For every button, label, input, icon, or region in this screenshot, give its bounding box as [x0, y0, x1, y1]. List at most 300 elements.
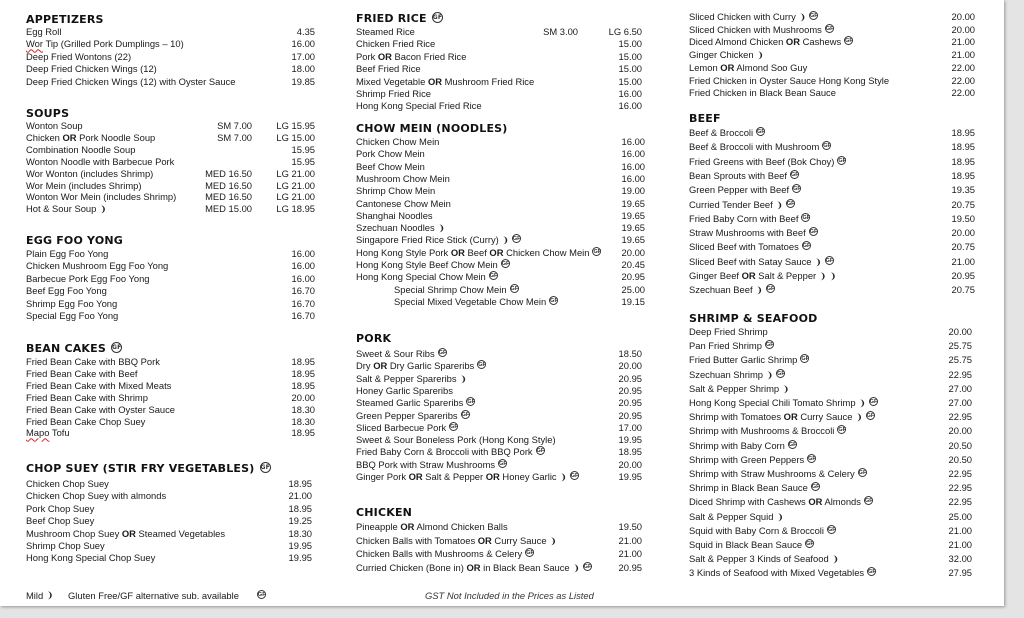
item-name: Pan Fried Shrimp GF	[689, 340, 774, 352]
item-name: 3 Kinds of Seafood with Mixed Vegetables GF	[689, 567, 876, 579]
item-price-large: 15.95	[291, 143, 315, 155]
menu-item	[26, 203, 356, 215]
item-price: 18.95	[288, 478, 312, 489]
item-name: Shrimp Chow Mein	[356, 185, 436, 197]
item-price: 19.95	[618, 471, 642, 482]
item-name: Shrimp with Tomatoes OR Curry Sauce ❩ GF	[689, 411, 875, 423]
item-name: Squid in Black Bean Sauce GF	[689, 539, 814, 550]
menu-item	[356, 284, 686, 296]
gluten-free-icon: GF	[788, 441, 797, 448]
item-price: 21.00	[288, 490, 312, 502]
item-price: 20.95	[951, 270, 975, 281]
gluten-free-icon: GF	[467, 399, 475, 406]
item-name: Barbecue Pork Egg Foo Yong	[26, 272, 150, 284]
gluten-free-icon: GF	[260, 464, 270, 471]
item-price: 20.00	[621, 246, 645, 258]
menu-item	[356, 51, 686, 63]
item-price: 18.95	[288, 502, 312, 514]
menu-item	[689, 383, 1019, 395]
item-price: 18.95	[951, 127, 975, 138]
item-name: Wonton Noodle with Barbecue Pork	[26, 155, 175, 167]
menu-item	[26, 132, 356, 144]
item-price: 19.95	[618, 434, 642, 446]
item-name: Chicken OR Pork Noodle Soup	[26, 131, 156, 143]
item-name: Pineapple OR Almond Chicken Balls	[356, 521, 508, 532]
item-price: 22.95	[948, 468, 972, 479]
menu-item	[356, 26, 686, 38]
item-price: 20.00	[951, 11, 975, 22]
item-name: Green Pepper with Beef GF	[689, 184, 801, 196]
item-price: 19.65	[621, 209, 645, 221]
item-price: 20.00	[948, 425, 972, 437]
menu-item	[356, 222, 686, 234]
item-price: 19.85	[291, 75, 315, 87]
item-name: Beef Chow Mein	[356, 160, 425, 172]
chili-icon: ❩	[755, 285, 763, 296]
item-name: Shrimp with Mushrooms & Broccoli GF	[689, 425, 846, 437]
item-name: Ginger Beef OR Salt & Pepper ❩ ❩	[689, 270, 837, 281]
gluten-free-icon: GF	[757, 129, 765, 135]
menu-item	[26, 248, 356, 260]
section-title	[356, 332, 391, 345]
item-price: 20.00	[291, 391, 315, 403]
item-price: 19.65	[621, 222, 645, 234]
item-price: 19.25	[288, 515, 312, 527]
item-name: Egg Roll	[26, 26, 62, 37]
menu-item	[26, 168, 356, 180]
item-name: Deep Fried Shrimp	[689, 326, 768, 337]
item-price: 18.30	[291, 415, 315, 427]
item-name: Hong Kong Special Chop Suey	[26, 552, 156, 564]
item-name: Shrimp with Green Peppers GF	[689, 453, 816, 465]
item-price: 20.00	[618, 458, 642, 470]
menu-item	[26, 427, 356, 439]
menu-item	[689, 482, 1019, 494]
section-title	[689, 112, 721, 125]
item-price: 18.95	[291, 356, 315, 367]
menu-item	[689, 567, 1019, 579]
gluten-free-icon: GF	[827, 526, 836, 533]
item-price: 20.95	[618, 561, 642, 573]
section-title	[26, 342, 122, 355]
legend-gf-label: Gluten Free/GF alternative sub. available	[68, 590, 239, 601]
item-name: Deep Fried Chicken Wings (12)	[26, 63, 157, 75]
gluten-free-icon: GF	[499, 460, 507, 467]
section-title	[26, 13, 104, 26]
item-price: 19.00	[621, 185, 645, 197]
item-name: Szechuan Noodles ❩	[356, 222, 445, 234]
menu-item	[356, 210, 686, 222]
item-name: Salt & Pepper Shrimp ❩	[689, 382, 790, 394]
item-price: 21.00	[618, 534, 642, 546]
chili-icon: ❩	[831, 554, 839, 565]
item-price-large: LG 21.00	[276, 167, 315, 179]
gluten-free-icon: GF	[450, 423, 458, 430]
menu-item	[689, 184, 1019, 196]
menu-item	[356, 271, 686, 283]
item-price: 20.45	[621, 259, 645, 270]
item-name: Sliced Barbecue Pork GF	[356, 421, 458, 433]
menu-item	[26, 528, 356, 540]
item-price-small: SM 7.00	[217, 120, 252, 131]
menu-item	[689, 397, 1019, 409]
menu-item	[689, 496, 1019, 508]
menu-item	[356, 161, 686, 173]
gluten-free-icon: GF	[583, 563, 592, 570]
item-price: 20.00	[951, 227, 975, 239]
item-name: Diced Almond Chicken OR Cashews GF	[689, 36, 853, 48]
menu-item	[689, 340, 1019, 352]
item-name: Beef & Broccoli with Mushroom GF	[689, 141, 831, 153]
item-price: 20.50	[948, 439, 972, 451]
item-name: Green Pepper Spareribs GF	[356, 409, 470, 421]
item-name: Sweet & Sour Ribs GF	[356, 348, 447, 359]
chili-icon: ❩	[437, 223, 445, 234]
item-price: 20.50	[948, 453, 972, 465]
gluten-free-icon: GF	[802, 214, 811, 221]
item-name: Beef & Broccoli GF	[689, 127, 765, 138]
menu-item	[26, 38, 356, 50]
item-name: Hong Kong Style Beef Chow Mein GF	[356, 259, 510, 270]
menu-item	[689, 170, 1019, 182]
item-name: Singapore Fried Rice Stick (Curry) ❩ GF	[356, 234, 521, 246]
gluten-free-icon: GF	[845, 38, 853, 45]
item-name: Wonton Soup	[26, 120, 83, 131]
menu-item	[26, 503, 356, 515]
menu-item	[689, 141, 1019, 153]
item-name: Cantonese Chow Mein	[356, 197, 451, 209]
item-name: Curried Tender Beef ❩ GF	[689, 198, 795, 210]
item-price: 16.00	[291, 38, 315, 50]
section-title-text: BEEF	[689, 112, 721, 125]
item-price-large: 15.00	[618, 38, 642, 50]
chili-icon: ❩	[501, 235, 509, 246]
chili-icon: ❩	[549, 535, 557, 546]
item-name: Ginger Chicken ❩	[689, 49, 764, 61]
item-name: Chicken Mushroom Egg Foo Yong	[26, 260, 169, 272]
gluten-free-icon: GF	[257, 592, 266, 598]
item-price-large: 16.00	[618, 100, 642, 112]
item-price-small: MED 16.50	[205, 167, 252, 179]
section-title-text: CHOP SUEY (STIR FRY VEGETABLES)	[26, 462, 255, 475]
item-name: Lemon OR Almond Soo Guy	[689, 61, 808, 73]
item-name: Salt & Pepper 3 Kinds of Seafood ❩	[689, 553, 839, 565]
menu-item	[356, 100, 686, 112]
item-price: 19.50	[618, 521, 642, 532]
menu-item	[356, 446, 686, 458]
item-price: 18.95	[291, 379, 315, 391]
gluten-free-icon: GF	[823, 143, 831, 150]
gluten-free-icon: GF	[801, 356, 810, 363]
item-price: 19.35	[951, 184, 975, 196]
gst-note: GST Not Included in the Prices as Listed	[425, 590, 594, 601]
menu-item	[26, 180, 356, 192]
menu-item	[26, 273, 356, 285]
menu-item	[26, 156, 356, 168]
item-name: Pork Chop Suey	[26, 502, 95, 514]
gluten-free-icon: GF	[489, 273, 498, 280]
item-price: 27.00	[948, 397, 972, 408]
item-price: 4.35	[296, 26, 315, 37]
item-price: 21.00	[951, 49, 975, 61]
item-price: 20.75	[951, 284, 975, 296]
item-name: Special Egg Foo Yong	[26, 310, 119, 321]
item-price: 20.95	[618, 372, 642, 384]
item-price: 20.00	[948, 326, 972, 337]
item-price-small: SM 3.00	[543, 26, 578, 37]
menu-item	[26, 416, 356, 428]
menu-item	[689, 213, 1019, 225]
item-name: Combination Noodle Soup	[26, 143, 136, 155]
menu-item	[689, 511, 1019, 523]
item-price-large: 15.95	[291, 155, 315, 167]
section-title	[356, 122, 508, 135]
item-price: 22.95	[948, 368, 972, 380]
menu-item	[26, 515, 356, 527]
menu-item	[26, 260, 356, 272]
item-price: 25.75	[948, 340, 972, 352]
item-name: Wor Mein (includes Shrimp)	[26, 179, 142, 191]
menu-item	[356, 459, 686, 471]
item-price-small: MED 16.50	[205, 191, 252, 203]
menu-item	[356, 397, 686, 409]
gluten-free-icon: GF	[438, 350, 447, 356]
item-name: Chicken Chop Suey with almonds	[26, 490, 167, 502]
item-name: Hong Kong Special Chow Mein GF	[356, 271, 498, 283]
item-name: Sliced Chicken with Curry ❩ GF	[689, 11, 818, 22]
chili-icon: ❩	[798, 12, 806, 22]
item-name: Beef Chop Suey	[26, 515, 95, 527]
item-price: 20.95	[621, 271, 645, 283]
chili-icon: ❩	[572, 562, 580, 573]
gluten-free-icon: GF	[811, 484, 820, 491]
item-price: 20.95	[618, 384, 642, 396]
menu-item	[356, 88, 686, 100]
gluten-free-icon: GF	[825, 25, 834, 32]
item-name: Salt & Pepper Spareribs ❩	[356, 372, 467, 384]
menu-item	[689, 36, 1019, 48]
section-title-text: SOUPS	[26, 107, 70, 120]
item-name: Sliced Beef with Tomatoes GF	[689, 241, 811, 253]
item-name: Squid with Baby Corn & Broccoli GF	[689, 524, 836, 536]
gluten-free-icon: GF	[777, 370, 785, 377]
gluten-free-icon: GF	[793, 186, 801, 193]
menu-item	[356, 360, 686, 372]
menu-item	[689, 468, 1019, 480]
menu-item	[689, 156, 1019, 168]
menu-item	[26, 552, 356, 564]
menu-item	[689, 49, 1019, 61]
menu-item	[26, 478, 356, 490]
item-price: 19.95	[288, 540, 312, 551]
item-name: Szechuan Shrimp ❩ GF	[689, 368, 785, 380]
gluten-free-icon: GF	[808, 455, 816, 462]
item-price: 21.00	[948, 524, 972, 536]
item-price: 16.00	[621, 136, 645, 147]
item-name: Hong Kong Special Fried Rice	[356, 100, 482, 112]
item-name: Ginger Pork OR Salt & Pepper OR Honey Garlic ❩ GF	[356, 471, 579, 482]
item-price: 18.30	[288, 527, 312, 539]
item-name: Plain Egg Foo Yong	[26, 248, 109, 259]
menu-item	[689, 553, 1019, 565]
item-name: Deep Fried Chicken Wings (12) with Oyster Sauce	[26, 75, 236, 87]
item-name: Chicken Balls with Tomatoes OR Curry Sauce ❩	[356, 534, 557, 546]
menu-item	[689, 425, 1019, 437]
item-price: 20.00	[951, 23, 975, 35]
item-price-large: LG 18.95	[276, 203, 315, 215]
gluten-free-icon: GF	[112, 344, 122, 351]
gluten-free-icon: GF	[838, 157, 847, 164]
item-price: 21.00	[951, 255, 975, 267]
item-name: Steamed Garlic Spareribs GF	[356, 397, 475, 409]
chili-icon: ❩	[819, 271, 827, 281]
gluten-free-icon: GF	[461, 411, 470, 418]
item-price: 22.00	[951, 87, 975, 99]
item-name: Hong Kong Special Chili Tomato Shrimp ❩ GF	[689, 397, 878, 408]
item-price: 32.00	[948, 553, 972, 565]
gluten-free-icon: GF	[510, 285, 519, 292]
section-title	[26, 462, 271, 475]
item-name: Szechuan Beef ❩ GF	[689, 284, 775, 296]
item-name: Fried Butter Garlic Shrimp GF	[689, 354, 810, 366]
item-price: 21.00	[618, 548, 642, 559]
chili-icon: ❩	[776, 511, 784, 522]
item-name: Beef Fried Rice	[356, 63, 421, 75]
item-price: 19.50	[951, 212, 975, 224]
gluten-free-icon: GF	[809, 229, 818, 236]
section-title	[26, 234, 123, 247]
menu-item	[26, 392, 356, 404]
menu-item	[356, 247, 686, 259]
menu-item	[26, 380, 356, 392]
gluten-free-icon: GF	[478, 362, 486, 369]
section-title	[689, 312, 817, 325]
item-price: 20.95	[618, 397, 642, 409]
menu-item	[26, 285, 356, 297]
item-price: 25.00	[948, 510, 972, 522]
item-price: 27.00	[948, 382, 972, 394]
item-price: 25.00	[621, 283, 645, 295]
menu-item	[689, 256, 1019, 268]
item-name: Fried Baby Corn with Beef GF	[689, 212, 811, 224]
menu-item	[26, 26, 356, 38]
item-price: 17.00	[291, 50, 315, 62]
menu-item	[26, 51, 356, 63]
section-title-text: CHICKEN	[356, 506, 413, 519]
gluten-free-icon: GF	[786, 200, 795, 207]
item-name: Hot & Sour Soup ❩	[26, 203, 107, 215]
section-title-text: EGG FOO YONG	[26, 234, 124, 247]
item-name: Mixed Vegetable OR Mushroom Fried Rice	[356, 75, 535, 87]
item-name: Curried Chicken (Bone in) OR in Black Bean Sauce ❩ GF	[356, 561, 592, 573]
section-title-text: BEAN CAKES	[26, 342, 106, 355]
item-name: Steamed Rice	[356, 26, 415, 37]
item-name: Shrimp Fried Rice	[356, 88, 432, 99]
item-price: 18.95	[291, 427, 315, 439]
item-price-large: LG 21.00	[276, 179, 315, 191]
menu-item	[689, 454, 1019, 466]
section-title-text: PORK	[356, 332, 392, 345]
item-price: 18.00	[291, 63, 315, 75]
menu-item	[689, 411, 1019, 423]
chili-icon: ❩	[782, 383, 790, 394]
item-price-large: LG 6.50	[608, 26, 642, 37]
item-name: Special Shrimp Chow Mein GF	[394, 283, 519, 295]
item-price: 22.95	[948, 496, 972, 508]
item-name: Fried Bean Cake with BBQ Pork	[26, 356, 160, 367]
item-price: 16.00	[291, 248, 315, 259]
menu-item	[356, 373, 686, 385]
chili-icon: ❩	[855, 412, 863, 423]
chili-icon: ❩	[766, 369, 774, 380]
item-name: Sweet & Sour Boneless Pork (Hong Kong Style)	[356, 434, 556, 446]
gluten-free-icon: GF	[868, 569, 876, 576]
legend-mild	[26, 590, 53, 601]
menu-item	[356, 348, 686, 360]
item-name: Fried Bean Cake with Shrimp	[26, 391, 148, 403]
item-name: Pork Chow Mein	[356, 148, 425, 160]
chili-icon: ❩	[829, 271, 837, 281]
item-name: Chicken Fried Rice	[356, 38, 436, 50]
item-name: Wor Tip (Grilled Pork Dumplings – 10)	[26, 38, 184, 50]
item-price: 16.00	[291, 260, 315, 272]
chili-icon: ❩	[46, 590, 54, 600]
item-name: Fried Bean Cake with Oyster Sauce	[26, 403, 176, 415]
item-price-small: MED 16.50	[205, 179, 252, 191]
section-title	[26, 107, 69, 120]
menu-item	[689, 270, 1019, 282]
menu-item	[356, 471, 686, 483]
item-name: Shrimp with Baby Corn GF	[689, 439, 797, 451]
item-name: Salt & Pepper Squid ❩	[689, 510, 784, 522]
item-price-small: MED 15.00	[205, 203, 252, 215]
menu-item	[26, 63, 356, 75]
menu-item	[26, 120, 356, 132]
item-price: 19.15	[621, 295, 645, 307]
item-name: Shrimp Chop Suey	[26, 540, 105, 551]
item-name: Honey Garlic Spareribs	[356, 384, 453, 396]
item-name: Fried Bean Cake with Mixed Meats	[26, 379, 172, 391]
item-price: 20.75	[951, 241, 975, 253]
menu-item	[689, 227, 1019, 239]
item-price: 20.75	[951, 198, 975, 210]
item-name: Chicken Chop Suey	[26, 478, 109, 489]
menu-item	[356, 434, 686, 446]
item-name: Chicken Balls with Mushrooms & Celery GF	[356, 548, 534, 559]
item-price: 16.70	[291, 297, 315, 309]
item-price: 16.00	[621, 172, 645, 184]
item-price: 22.95	[948, 482, 972, 494]
menu-item	[356, 422, 686, 434]
menu-item	[356, 521, 686, 533]
item-name: Beef Egg Foo Yong	[26, 285, 107, 297]
item-price: 17.00	[618, 421, 642, 433]
gluten-free-icon: GF	[858, 470, 867, 476]
item-name: Wor Wonton (includes Shrimp)	[26, 167, 154, 179]
gluten-free-icon: GF	[802, 243, 811, 250]
gluten-free-icon: GF	[765, 342, 774, 349]
item-price: 18.95	[618, 446, 642, 458]
menu-item	[26, 144, 356, 156]
chili-icon: ❩	[99, 204, 107, 215]
gluten-free-icon: GF	[790, 171, 799, 178]
section-title-text: SHRIMP & SEAFOOD	[689, 312, 818, 325]
item-price-large: LG 15.00	[276, 131, 315, 143]
menu-item	[356, 76, 686, 88]
menu-item	[689, 87, 1019, 99]
menu-item	[26, 490, 356, 502]
gluten-free-icon: GF	[526, 550, 534, 556]
